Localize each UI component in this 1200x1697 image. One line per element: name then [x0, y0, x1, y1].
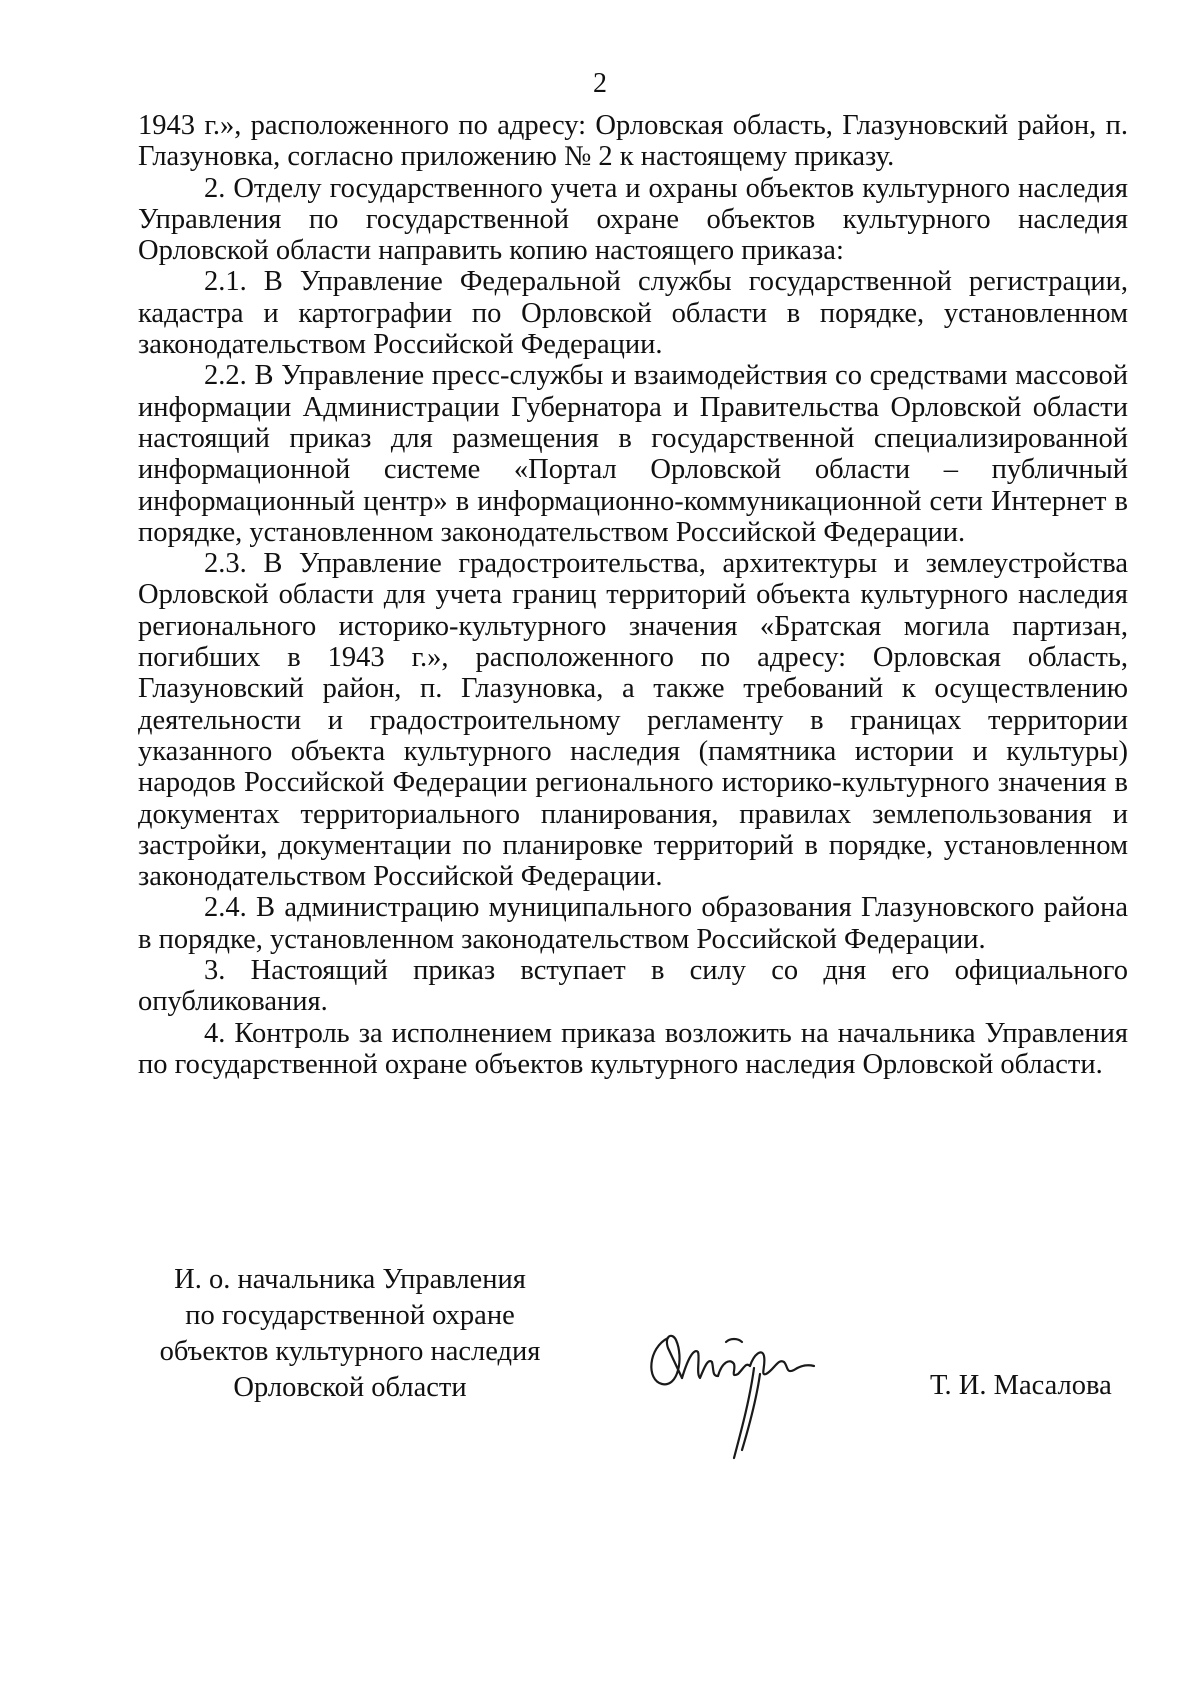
signatory-position-line: объектов культурного наследия [159, 1336, 541, 1367]
paragraph-item-2: 2. Отделу государственного учета и охраны объектов культурного наследия Управления по государственной охране объектов культурного наследия Орловской области направить копию настоящего приказа: [138, 172, 1128, 267]
paragraph-item-3: 3. Настоящий приказ вступает в силу со дня его официального опубликования. [138, 955, 1128, 1018]
page-number: 2 [593, 68, 607, 99]
paragraph-item-2-2: 2.2. В Управление пресс-службы и взаимодействия со средствами массовой информации Администрации Губернатора и Правительства Орловской области настоящий приказ для размещения в государственной специализированной информационной системе «Портал Орловской области – публичный информационный центр» в информационно-коммуникационной сети Интернет в порядке, установленном законодательством Российской Федерации. [138, 360, 1128, 548]
paragraph-item-4: 4. Контроль за исполнением приказа возложить на начальника Управления по государственной охране объектов культурного наследия Орловской области. [138, 1017, 1128, 1080]
signatory-position-line: Орловской области [233, 1372, 467, 1403]
signatory-position [150, 1262, 550, 1406]
signatory-position-line: И. о. начальника Управления [174, 1264, 526, 1295]
paragraph-address-continuation: 1943 г.», расположенного по адресу: Орловская область, Глазуновский район, п. Глазуновка, согласно приложению № 2 к настоящему приказу. [138, 110, 1128, 173]
handwritten-signature [638, 1318, 828, 1468]
document-body [138, 110, 1128, 1080]
paragraph-item-2-3: 2.3. В Управление градостроительства, архитектуры и землеустройства Орловской области для учета границ территорий объекта культурного наследия регионального историко-культурного значения «Братская могила партизан, погибших в 1943 г.», расположенного по адресу: Орловская область, Глазуновский район, п. Глазуновка, а также требований к осуществлению деятельности и градостроительному регламенту в границах территории указанного объекта культурного наследия (памятника истории и культуры) народов Российской Федерации регионального историко-культурного значения в документах территориального планирования, правилах землепользования и застройки, документации по планировке территорий в порядке, установленном законодательством Российской Федерации. [138, 548, 1128, 893]
signatory-position-line: по государственной охране [185, 1300, 515, 1331]
paragraph-item-2-1: 2.1. В Управление Федеральной службы государственной регистрации, кадастра и картографии по Орловской области в порядке, установленном законодательством Российской Федерации. [138, 266, 1128, 361]
signer-name: Т. И. Масалова [930, 1370, 1112, 1401]
paragraph-item-2-4: 2.4. В администрацию муниципального образования Глазуновского района в порядке, установленном законодательством Российской Федерации. [138, 892, 1128, 955]
